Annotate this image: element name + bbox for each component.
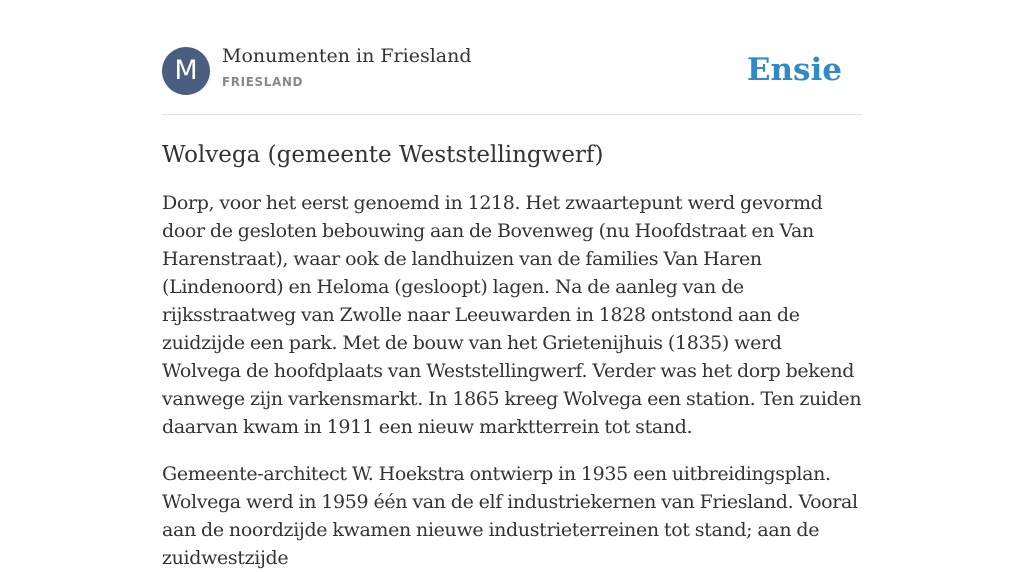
article-paragraph: Dorp, voor het eerst genoemd in 1218. Het zwaartepunt werd gevormd door de gesloten bebouwing aan de Bovenweg (nu Hoofdstraat en Van Harenstraat), waar ook de landhuizen van de families Van Haren (Lindenoord) en Heloma (gesloopt) lagen. Na de aanleg van de rijksstraatweg van Zwolle naar Leeuwarden in 1828 ontstond aan de zuidzijde een park. Met de bouw van het Grietenijhuis (1835) werd Wolvega de hoofdplaats van Weststellingwerf. Verder was het dorp bekend vanwege zijn varkensmarkt. In 1865 kreeg Wolvega een station. Ten zuiden daarvan kwam in 1911 een nieuw marktterrein tot stand. (162, 192, 862, 438)
ensie-logo[interactable]: Ensie (746, 52, 842, 88)
source-title-link[interactable]: Monumenten in Friesland (222, 45, 472, 67)
article-paragraph: Gemeente-architect W. Hoekstra ontwierp in 1935 een uitbreidingsplan. Wolvega werd in 1959 één van de elf industriekernen van Friesland. Vooral aan de noordzijde kwamen nieuwe industrieterreinen tot stand; aan de zuidwestzijde (162, 463, 858, 569)
source-category: FRIESLAND (222, 75, 304, 89)
article-page (162, 0, 862, 572)
article-title: Wolvega (gemeente Weststellingwerf) (162, 142, 604, 168)
source-header (162, 0, 862, 115)
avatar[interactable]: M (162, 47, 210, 95)
